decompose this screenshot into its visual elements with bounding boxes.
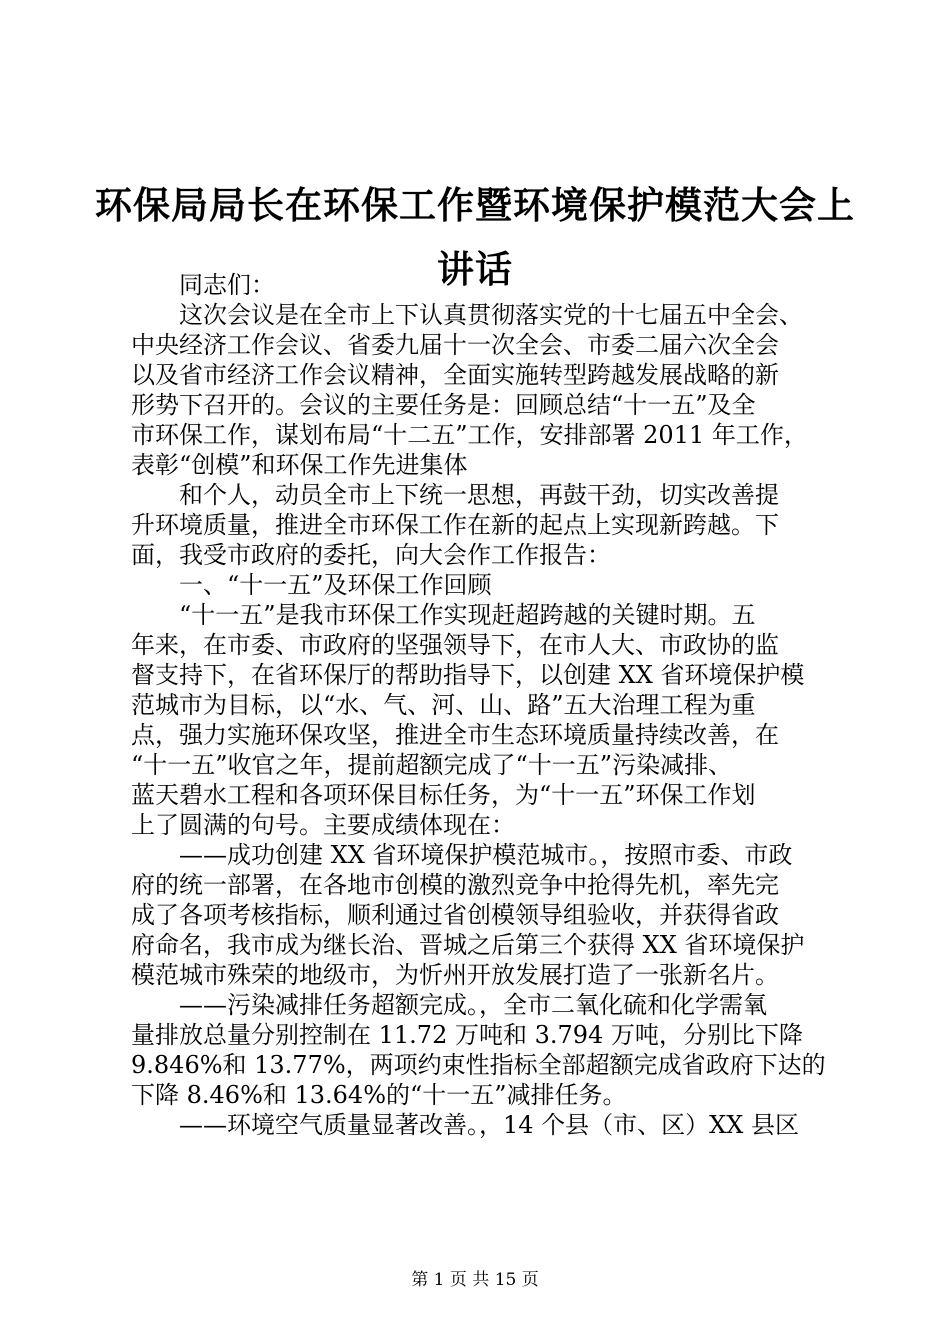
body-line: ——成功创建 XX 省环境保护模范城市。，按照市委、市政 xyxy=(131,841,793,869)
body-line: 形势下召开的。会议的主要任务是：回顾总结“十一五”及全 xyxy=(131,391,756,419)
body-line: 模范城市殊荣的地级市，为忻州开放发展打造了一张新名片。 xyxy=(131,961,779,989)
body-line: 表彰“创模”和环保工作先进集体 xyxy=(131,451,468,479)
body-line: 市环保工作，谋划布局“十二五”工作，安排部署 2011 年工作， xyxy=(131,421,808,449)
body-line: 成了各项考核指标，顺利通过省创模领导组验收，并获得省政 xyxy=(131,901,779,929)
section-heading: 一、“十一五”及环保工作回顾 xyxy=(131,571,492,599)
body-line: 量排放总量分别控制在 11.72 万吨和 3.794 万吨，分别比下降 xyxy=(131,1021,803,1049)
body-line: 范城市为目标，以“水、气、河、山、路”五大治理工程为重 xyxy=(131,691,756,719)
body-line: ——污染减排任务超额完成。，全市二氧化硫和化学需氧 xyxy=(131,991,767,1019)
body-line: 府命名，我市成为继长治、晋城之后第三个获得 XX 省环境保护 xyxy=(131,931,805,959)
body-line: 和个人，动员全市上下统一思想，再鼓干劲，切实改善提 xyxy=(131,481,779,509)
body-line: 同志们： xyxy=(131,271,275,299)
body-line: 以及省市经济工作会议精神，全面实施转型跨越发展战略的新 xyxy=(131,361,779,389)
document-title-line-1: 环保局局长在环保工作暨环境保护模范大会上 xyxy=(95,183,855,227)
document-title-line-2: 讲话 xyxy=(437,247,513,291)
body-line: 督支持下，在省环保厅的帮助指导下，以创建 XX 省环境保护模 xyxy=(131,661,805,689)
page-footer: 第 1 页 共 15 页 xyxy=(411,1270,539,1290)
body-line: 下降 8.46%和 13.64%的“十一五”减排任务。 xyxy=(131,1081,627,1109)
body-line: 府的统一部署，在各地市创模的激烈竞争中抢得先机，率先完 xyxy=(131,871,779,899)
body-line: “十一五”是我市环保工作实现赶超跨越的关键时期。五 xyxy=(131,601,756,629)
body-line: 蓝天碧水工程和各项环保目标任务，为“十一五”环保工作划 xyxy=(131,781,756,809)
body-line: 面，我受市政府的委托，向大会作工作报告： xyxy=(131,541,611,569)
body-line: 升环境质量，推进全市环保工作在新的起点上实现新跨越。下 xyxy=(131,511,779,539)
body-line: 中央经济工作会议、省委九届十一次全会、市委二届六次全会 xyxy=(131,331,779,359)
body-line: ——环境空气质量显著改善。，14 个县（市、区）XX 县区 xyxy=(131,1111,799,1139)
body-line: 上了圆满的句号。主要成绩体现在： xyxy=(131,811,515,839)
body-line: 这次会议是在全市上下认真贯彻落实党的十七届五中全会、 xyxy=(131,301,803,329)
body-line: 年来，在市委、市政府的坚强领导下，在市人大、市政协的监 xyxy=(131,631,779,659)
body-line: 9.846%和 13.77%，两项约束性指标全部超额完成省政府下达的 xyxy=(131,1051,826,1079)
body-line: “十一五”收官之年，提前超额完成了“十一五”污染减排、 xyxy=(131,751,733,779)
body-line: 点，强力实施环保攻坚，推进全市生态环境质量持续改善，在 xyxy=(131,721,779,749)
